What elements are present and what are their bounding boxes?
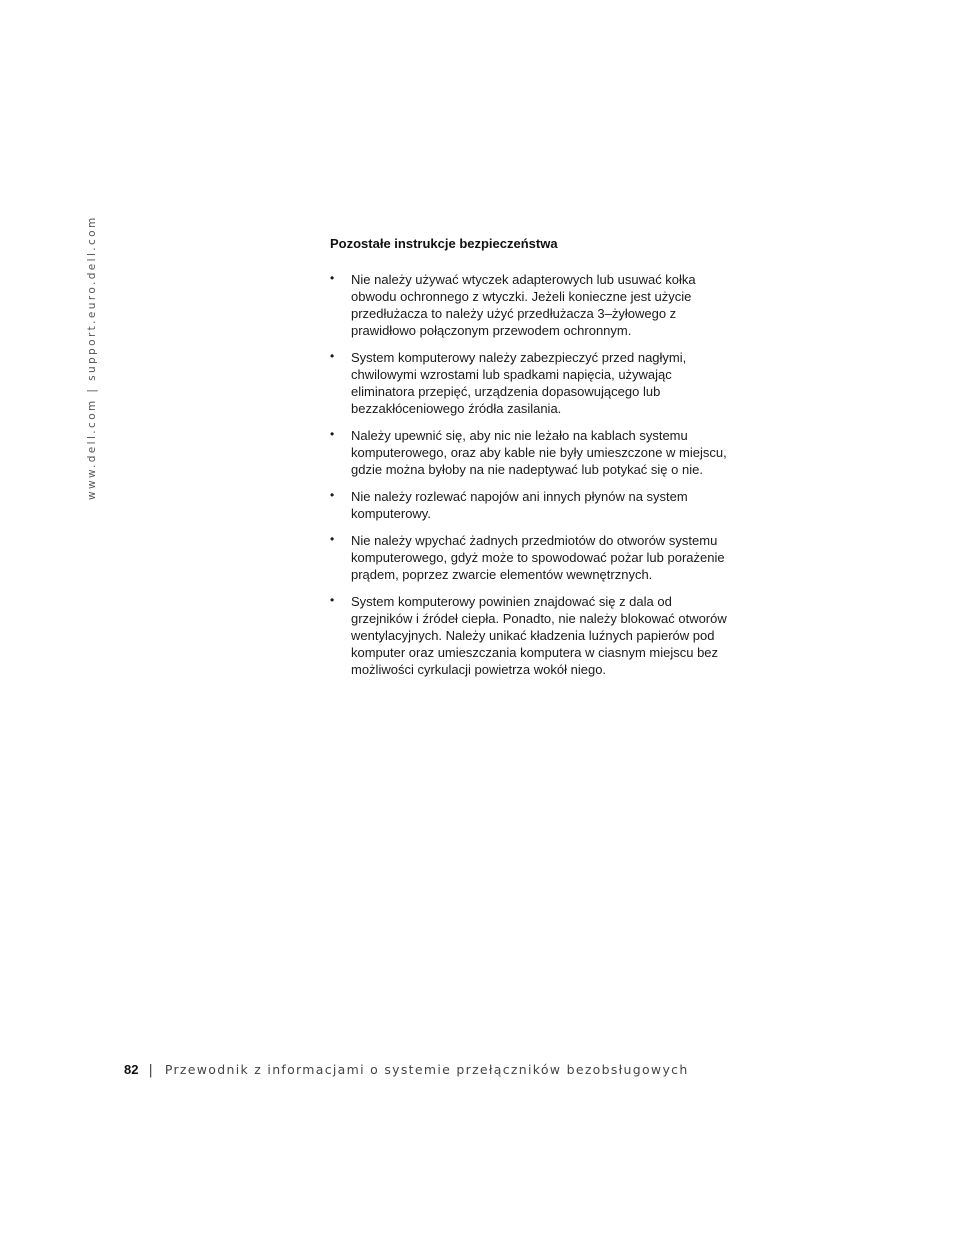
list-item-line: wentylacyjnych. Należy unikać kładzenia luźnych papierów pod [351, 628, 715, 643]
list-item-line: Nie należy wpychać żadnych przedmiotów do otworów systemu [351, 533, 718, 548]
list-item-line: obwodu ochronnego z wtyczki. Jeżeli konieczne jest użycie [351, 289, 692, 304]
bullet-icon: • [330, 593, 335, 607]
list-item-line: komputerowy. [351, 506, 431, 521]
list-item-line: Nie należy rozlewać napojów ani innych płynów na system [351, 489, 688, 504]
list-item [330, 593, 770, 678]
bullet-icon: • [330, 349, 335, 363]
list-item-line: gdzie można byłoby na nie nadeptywać lub potykać się o nie. [351, 462, 703, 477]
list-item [330, 488, 770, 522]
footer-separator: | [148, 1063, 153, 1078]
list-item-line: System komputerowy powinien znajdować się z dala od [351, 594, 672, 609]
list-item-line: System komputerowy należy zabezpieczyć przed nagłymi, [351, 350, 687, 365]
page-footer [124, 1062, 689, 1078]
list-item-line: komputer oraz umieszczania komputera w ciasnym miejscu bez [351, 645, 719, 660]
page-number: 82 [124, 1062, 139, 1077]
list-item-line: komputerowego, oraz aby kable nie były umieszczone w miejscu, [351, 445, 727, 460]
list-item-line: Nie należy używać wtyczek adapterowych lub usuwać kołka [351, 272, 696, 287]
list-item-line: chwilowymi wzrostami lub spadkami napięcia, używając [351, 367, 672, 382]
bullet-icon: • [330, 271, 335, 285]
bullet-icon: • [330, 532, 335, 546]
section-title: Pozostałe instrukcje bezpieczeństwa [330, 236, 558, 251]
list-item [330, 271, 770, 339]
footer-title: Przewodnik z informacjami o systemie przełączników bezobsługowych [164, 1062, 689, 1077]
list-item [330, 427, 770, 478]
list-item-line: prawidłowo połączonym przewodem ochronnym. [351, 323, 632, 338]
list-item-line: przedłużacza to należy użyć przedłużacza 3–żyłowego z [351, 306, 677, 321]
list-item-line: Należy upewnić się, aby nic nie leżało na kablach systemu [351, 428, 688, 443]
list-item-line: bezzakłóceniowego źródła zasilania. [351, 401, 562, 416]
list-item-line: komputerowego, gdyż może to spowodować pożar lub porażenie [351, 550, 725, 565]
main-content [330, 236, 770, 688]
bullet-icon: • [330, 427, 335, 441]
list-item-line: możliwości cyrkulacji powietrza wokół niego. [351, 662, 607, 677]
bullet-icon: • [330, 488, 335, 502]
list-item [330, 532, 770, 583]
side-url: www.dell.com | support.euro.dell.com [86, 215, 98, 500]
list-item [330, 349, 770, 417]
safety-instructions-list [330, 271, 770, 678]
list-item-line: prądem, poprzez zwarcie elementów wewnętrznych. [351, 567, 653, 582]
list-item-line: eliminatora przepięć, urządzenia dopasowującego lub [351, 384, 661, 399]
list-item-line: grzejników i źródeł ciepła. Ponadto, nie należy blokować otworów [351, 611, 727, 626]
